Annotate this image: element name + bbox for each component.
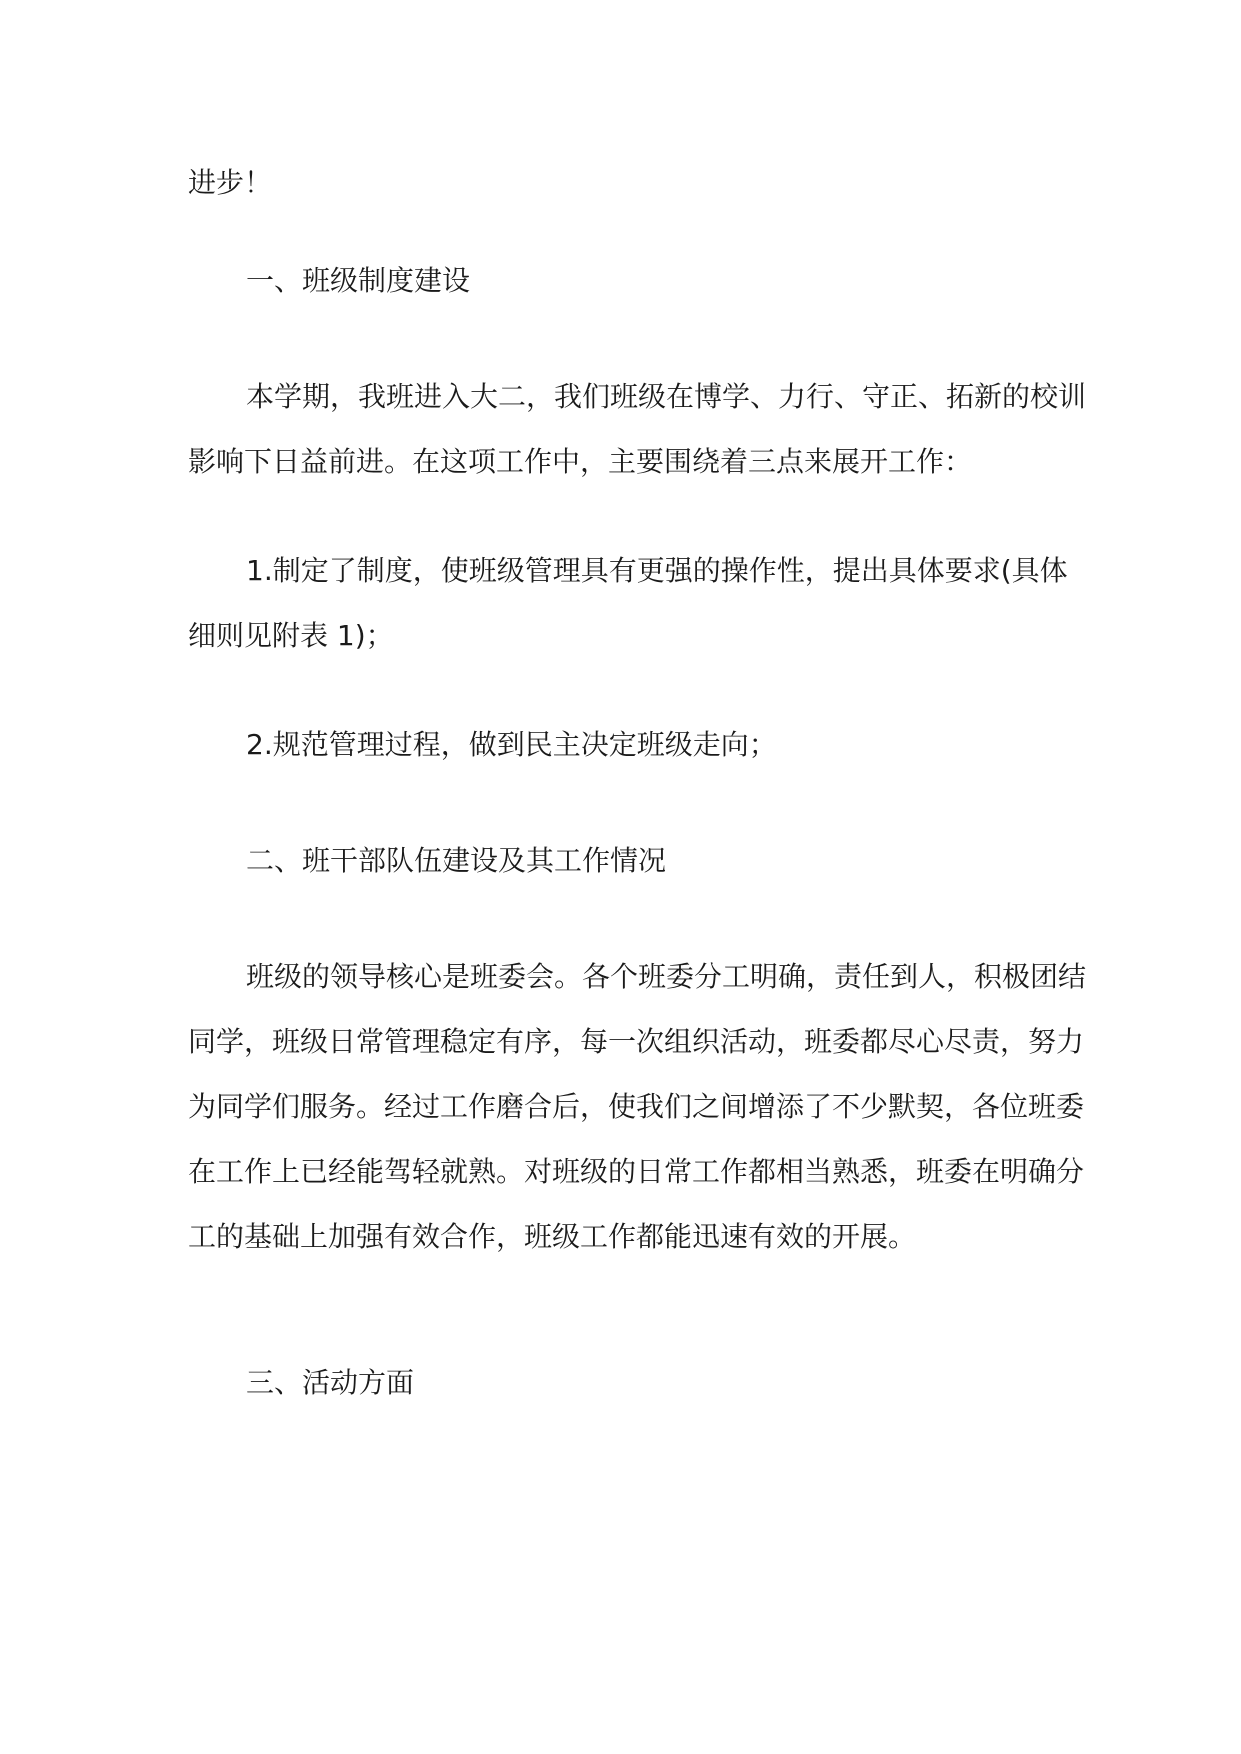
section-heading-2: 二、班干部队伍建设及其工作情况 <box>246 844 667 877</box>
continuation-text: 进步！ <box>188 166 273 199</box>
section-1-paragraph: 本学期，我班进入大二，我们班级在博学、力行、守正、拓新的校训影响下日益前进。在这项工作中，主要围绕着三点来展开工作： <box>188 380 1087 478</box>
section-heading-1: 一、班级制度建设 <box>246 264 471 297</box>
section-1-item-1: 1.制定了制度，使班级管理具有更强的操作性，提出具体要求(具体细则见附表 1)； <box>188 554 1068 652</box>
section-heading-3: 三、活动方面 <box>246 1366 415 1399</box>
section-1-item-2: 2.规范管理过程，做到民主决定班级走向； <box>246 728 777 761</box>
section-2-paragraph: 班级的领导核心是班委会。各个班委分工明确，责任到人，积极团结同学，班级日常管理稳定有序，每一次组织活动，班委都尽心尽责，努力为同学们服务。经过工作磨合后，使我们之间增添了不少默契，各位班委在工作上已经能驾轻就熟。对班级的日常工作都相当熟悉，班委在明确分工的基础上加强有效合作，班级工作都能迅速有效的开展。 <box>188 960 1087 1253</box>
